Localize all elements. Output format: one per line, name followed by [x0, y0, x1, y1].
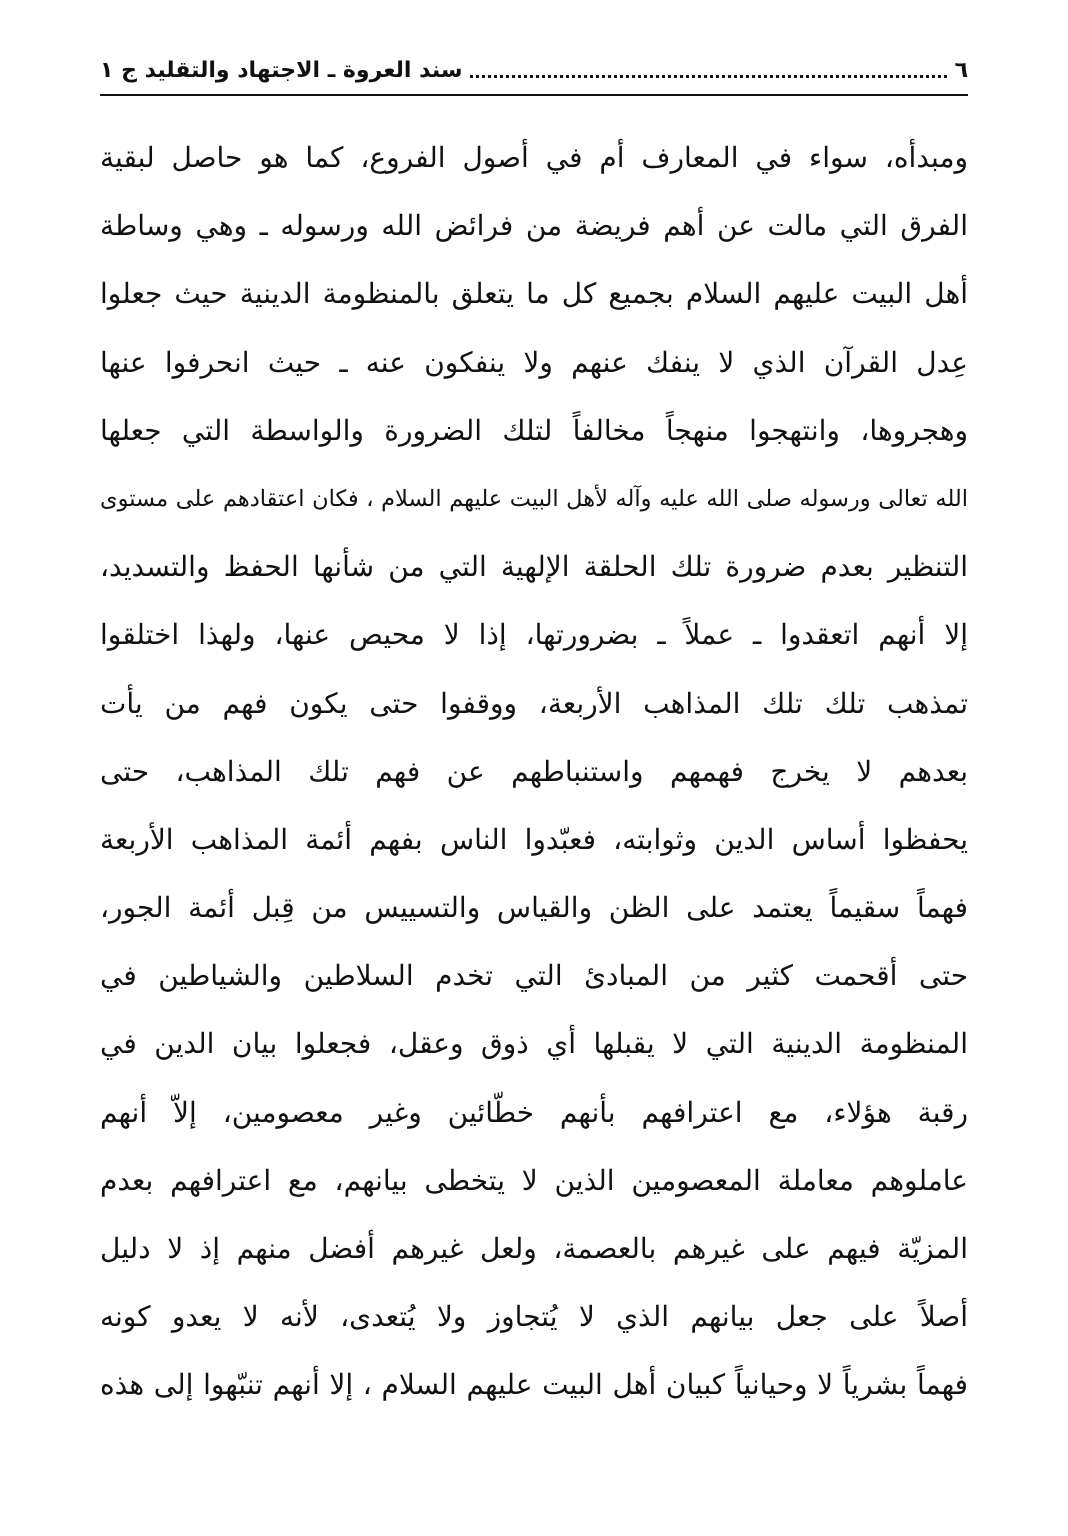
text-line: أصلاً على جعل بيانهم الذي لا يُتجاوز ولا يُتعدى، لأنه لا يعدو كونه: [100, 1300, 968, 1334]
page-number: ٦: [954, 57, 968, 83]
text-line: عاملوهم معاملة المعصومين الذين لا يتخطى بيانهم، مع اعترافهم بعدم: [100, 1163, 968, 1197]
text-line: وهجروها، وانتهجوا منهجاً مخالفاً لتلك الضرورة والواسطة التي جعلها: [100, 413, 968, 447]
text-line: الفرق التي مالت عن أهم فريضة من فرائض الله ورسوله ـ وهي وساطة: [100, 209, 968, 243]
text-line: عِدل القرآن الذي لا ينفك عنهم ولا ينفكون عنه ـ حيث انحرفوا عنها: [100, 345, 968, 379]
body-text: [100, 124, 968, 1420]
text-line: فهماً بشرياً لا وحيانياً كبيان أهل البيت عليهم السلام ، إلا أنهم تنبّهوا إلى هذه: [100, 1368, 968, 1402]
text-line: الله تعالى ورسوله صلى الله عليه وآله لأهل البيت عليهم السلام ، فكان اعتقادهم على مستوى: [100, 485, 968, 512]
text-line: إلا أنهم اتعقدوا ـ عملاً ـ بضرورتها، إذا لا محيص عنها، ولهذا اختلقوا: [100, 618, 968, 652]
text-line: التنظير بعدم ضرورة تلك الحلقة الإلهية التي من شأنها الحفظ والتسديد،: [100, 550, 968, 584]
text-line: المزيّة فيهم على غيرهم بالعصمة، ولعل غيرهم أفضل منهم إذ لا دليل: [100, 1232, 968, 1265]
header-dotted-leader: [470, 63, 946, 78]
text-line: أهل البيت عليهم السلام بجميع كل ما يتعلق بالمنظومة الدينية حيث جعلوا: [100, 277, 968, 311]
running-header: [100, 50, 968, 90]
text-line: حتى أقحمت كثير من المبادئ التي تخدم السلاطين والشياطين في: [100, 959, 968, 993]
text-line: تمذهب تلك تلك المذاهب الأربعة، ووقفوا حتى يكون فهم من يأت: [100, 686, 968, 720]
text-line: فهماً سقيماً يعتمد على الظن والقياس والتسييس من قِبل أئمة الجور،: [100, 891, 968, 925]
text-line: رقبة هؤلاء، مع اعترافهم بأنهم خطّائين وغير معصومين، إلاّ أنهم: [100, 1095, 968, 1129]
header-rule: [100, 94, 968, 96]
text-line: بعدهم لا يخرج فهمهم واستنباطهم عن فهم تلك المذاهب، حتى: [100, 754, 968, 788]
header-title: سند العروة ـ الاجتهاد والتقليد ج ١: [100, 57, 463, 83]
text-line: يحفظوا أساس الدين وثوابته، فعبّدوا الناس بفهم أئمة المذاهب الأربعة: [100, 822, 968, 856]
text-line: ومبدأه، سواء في المعارف أم في أصول الفروع، كما هو حاصل لبقية: [100, 141, 968, 174]
text-line: المنظومة الدينية التي لا يقبلها أي ذوق وعقل، فجعلوا بيان الدين في: [100, 1027, 968, 1061]
